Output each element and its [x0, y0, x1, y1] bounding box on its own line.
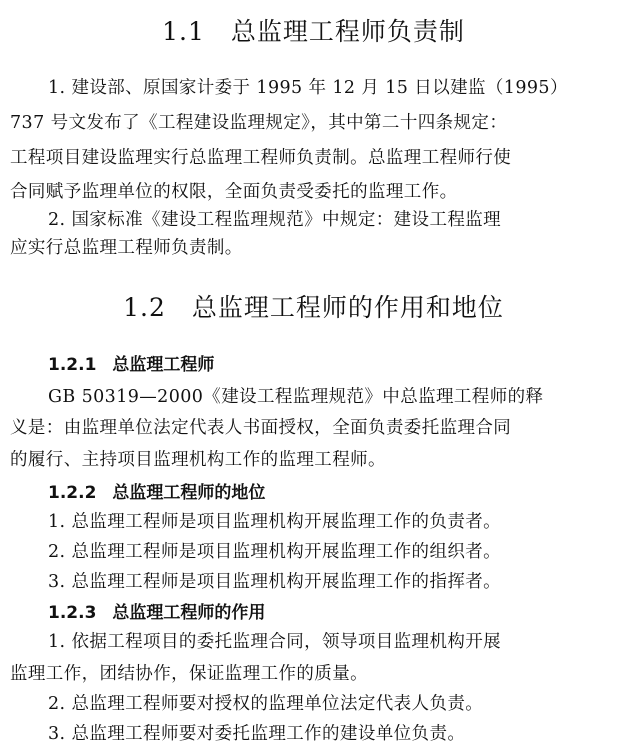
subsection-heading [48, 598, 265, 623]
subsection-title: 总监理工程师的地位 [112, 483, 266, 503]
paragraph-line: 监理工作，团结协作，保证监理工作的质量。 [10, 664, 368, 684]
subsection-number: 1.2.2 [48, 483, 97, 503]
list-item: 2. 总监理工程师要对授权的监理单位法定代表人负责。 [48, 694, 484, 714]
subsection-title: 总监理工程师 [112, 355, 215, 375]
section-1-1-heading [0, 12, 627, 48]
subsection-title: 总监理工程师的作用 [112, 603, 266, 623]
paragraph-line: 737 号文发布了《工程建设监理规定》，其中第二十四条规定： [10, 113, 508, 133]
subsection-heading [48, 350, 214, 375]
paragraph-line: 2. 国家标准《建设工程监理规范》中规定：建设工程监理 [48, 210, 502, 230]
paragraph-line: GB 50319—2000《建设工程监理规范》中总监理工程师的释 [48, 387, 544, 407]
list-item: 1. 依据工程项目的委托监理合同，领导项目监理机构开展 [48, 632, 502, 652]
paragraph-line: 1. 建设部、原国家计委于 1995 年 12 月 15 日以建监（1995） [48, 78, 568, 98]
subsection-number: 1.2.1 [48, 355, 97, 375]
section-title: 总监理工程师负责制 [230, 17, 465, 46]
list-item: 2. 总监理工程师是项目监理机构开展监理工作的组织者。 [48, 542, 502, 562]
paragraph-line: 工程项目建设监理实行总监理工程师负责制。总监理工程师行使 [10, 148, 512, 168]
paragraph-line: 的履行、主持项目监理机构工作的监理工程师。 [10, 450, 386, 470]
list-item: 3. 总监理工程师是项目监理机构开展监理工作的指挥者。 [48, 572, 502, 592]
section-title: 总监理工程师的作用和地位 [191, 293, 504, 322]
subsection-heading [48, 478, 265, 503]
paragraph-line: 应实行总监理工程师负责制。 [10, 238, 243, 258]
list-item: 1. 总监理工程师是项目监理机构开展监理工作的负责者。 [48, 512, 502, 532]
paragraph-line: 义是：由监理单位法定代表人书面授权，全面负责委托监理合同 [10, 418, 512, 438]
section-1-2-heading [0, 288, 627, 324]
subsection-number: 1.2.3 [48, 603, 97, 623]
list-item: 3. 总监理工程师要对委托监理工作的建设单位负责。 [48, 724, 466, 744]
paragraph-line: 合同赋予监理单位的权限，全面负责受委托的监理工作。 [10, 182, 458, 202]
section-number: 1.1 [162, 17, 205, 46]
section-number: 1.2 [123, 293, 166, 322]
